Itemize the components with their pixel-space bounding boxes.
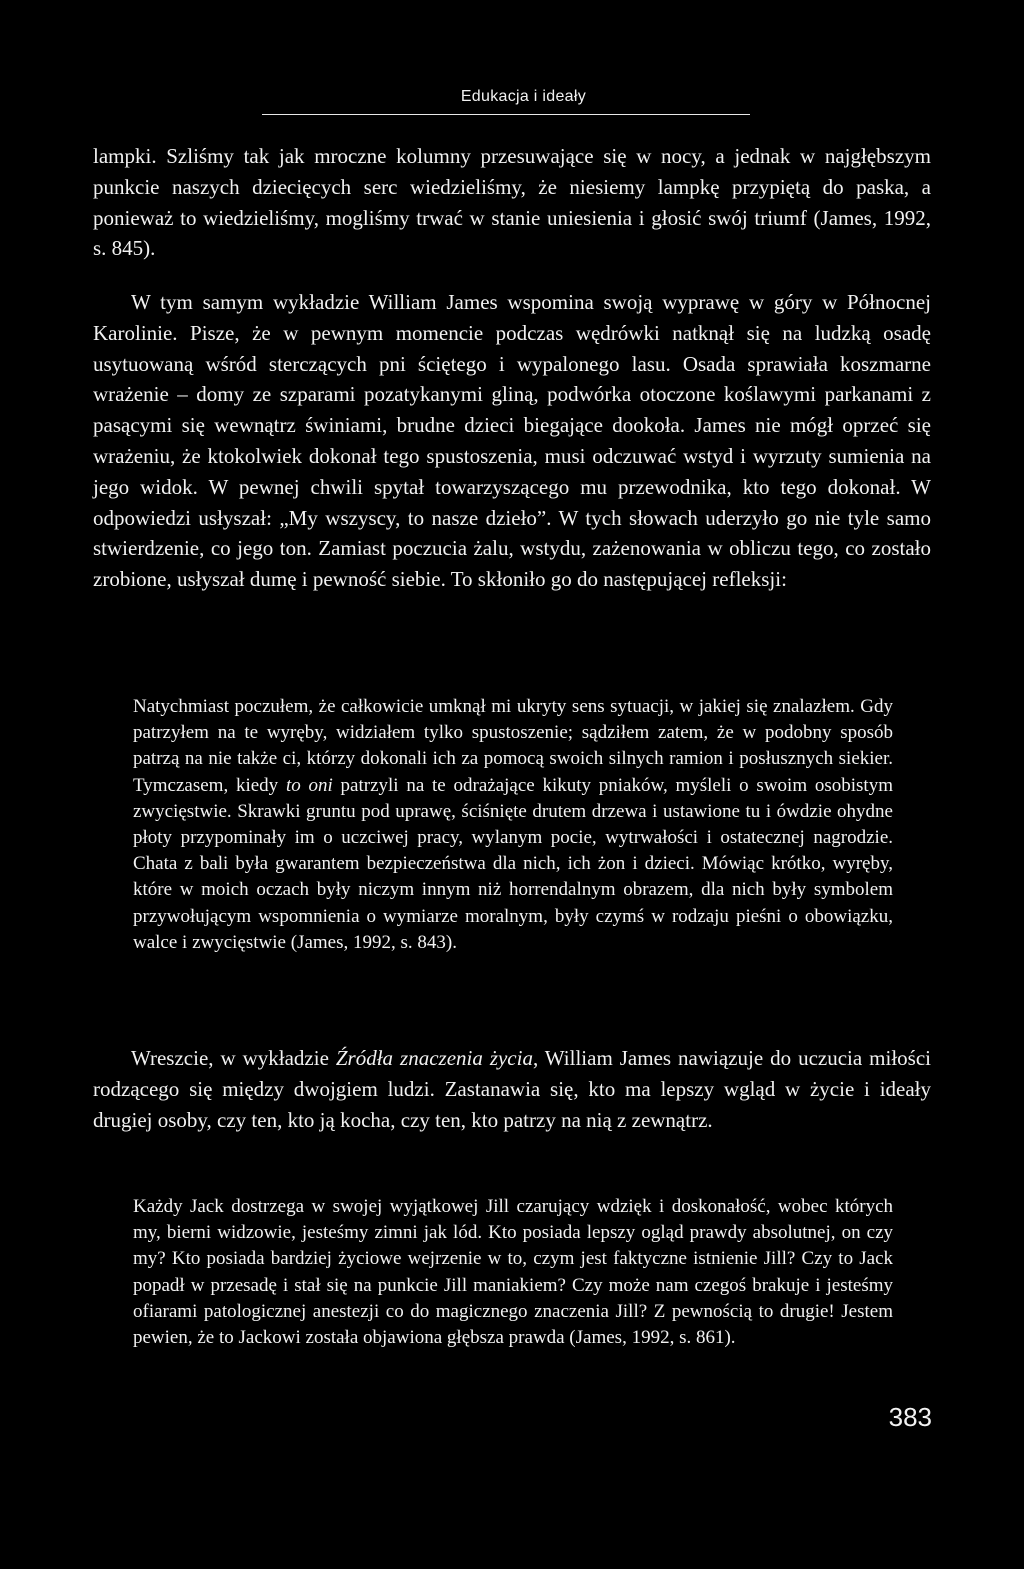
quote-1-text-a: Natychmiast poczułem, że całkowicie umknął mi ukryty sens sytuacji, w jakiej się znalazłem. Gdy patrzyłem na te wyręby, widziałem tylko spustoszenie; sądziłem zatem, że w podobny sposób patrzą na nie także ci, którzy dokonali ich za pomocą swoich silnych ramion i posłusznych siekier. Tymczasem, kiedy (133, 696, 893, 796)
paragraph-3-text-b: , William James nawiązuje do uczucia miłości rodzącego się między dwojgiem ludzi. Zastanawia się, kto ma lepszy wgląd w życie i ideały drugiej osoby, czy ten, kto ją kocha, czy ten, kto patrzy na nią z zewnątrz. (93, 1046, 931, 1132)
paragraph-3-text-a: Wreszcie, w wykładzie (131, 1046, 336, 1070)
quote-1-text-b: patrzyli na te odrażające kikuty pniaków, myśleli o swoim osobistym zwycięstwie. Skrawki gruntu pod uprawę, ściśnięte drutem drzewa i ustawione tu i ówdzie ohydne płoty przypominały im o uczciwej pracy, wylanym pocie, wytrwałości i ostatecznej nagrodzie. Chata z bali była gwarantem bezpieczeństwa dla nich, ich żon i dzieci. Mówiąc krótko, wyręby, które w moich oczach były niczym innym niż horrendalnym obrazem, dla nich były symbolem przywołującym wspomnienia o wymiarze moralnym, były czymś w rodzaju pieśni o obowiązku, walce i zwycięstwie (James, 1992, s. 843). (133, 774, 893, 953)
page-number: 383 (888, 1402, 932, 1432)
paragraph-appalachian-settlement: W tym samym wykładzie William James wspomina swoją wyprawę w góry w Północnej Karolinie. Pisze, że w pewnym momencie podczas wędrówki natknął się na ludzką osadę usytuowaną wśród sterczących pni ściętego i wypalonego lasu. Osada sprawiała koszmarne wrażenie – domy ze szparami pozatykanymi gliną, podwórka otoczone koślawymi parkanami z pasącymi się wewnątrz świniami, brudne dzieci biegające dookoła. James nie mógł oprzeć się wrażeniu, że ktokolwiek dokonał tego spustoszenia, musi odczuwać wstyd i wyrzuty sumienia na jego widok. W pewnej chwili spytał towarzyszącego mu przewodnika, kto tego dokonał. W odpowiedzi usłyszał: „My wszyscy, to nasze dzieło”. W tych słowach uderzyło go nie tyle samo stwierdzenie, co jego ton. Zamiast poczucia żalu, wstydu, zażenowania w obliczu tego, co zostało zrobione, usłyszał dumę i pewność siebie. To skłoniło go do następującej refleksji: (93, 290, 931, 592)
paragraph-love-lecture (93, 1043, 931, 1135)
block-quote-clearings (133, 694, 893, 956)
running-header (262, 88, 750, 115)
block-quote-jack-and-jill: Każdy Jack dostrzega w swojej wyjątkowej Jill czarujący wdzięk i doskonałość, wobec których my, bierni widzowie, jesteśmy zimni jak lód. Kto posiada lepszy ogląd prawdy absolutnej, on czy my? Kto posiada bardziej życiowe wejrzenie w to, czym jest faktyczne istnienie Jill? Czy to Jack popadł w przesadę i stał się na punkcie Jill maniakiem? Czy może nam czegoś brakuje i jesteśmy ofiarami patologicznej anestezji co do magicznego znaczenia Jill? Z pewnością to drugie! Jestem pewien, że to Jackowi została objawiona głębsza prawda (James, 1992, s. 861). (133, 1196, 893, 1349)
quote-1-emphasis: to oni (285, 774, 333, 796)
paragraph-continuation: lampki. Szliśmy tak jak mroczne kolumny przesuwające się w nocy, a jednak w najgłębszym punkcie naszych dziecięcych serc wiedzieliśmy, że niesiemy lampkę przypiętą do paska, a ponieważ to wiedzieliśmy, mogliśmy trwać w stanie uniesienia i głosić swój triumf (James, 1992, s. 845). (93, 144, 931, 261)
running-title: Edukacja i ideały (460, 88, 586, 105)
lecture-title: Źródła znaczenia życia (335, 1046, 533, 1070)
